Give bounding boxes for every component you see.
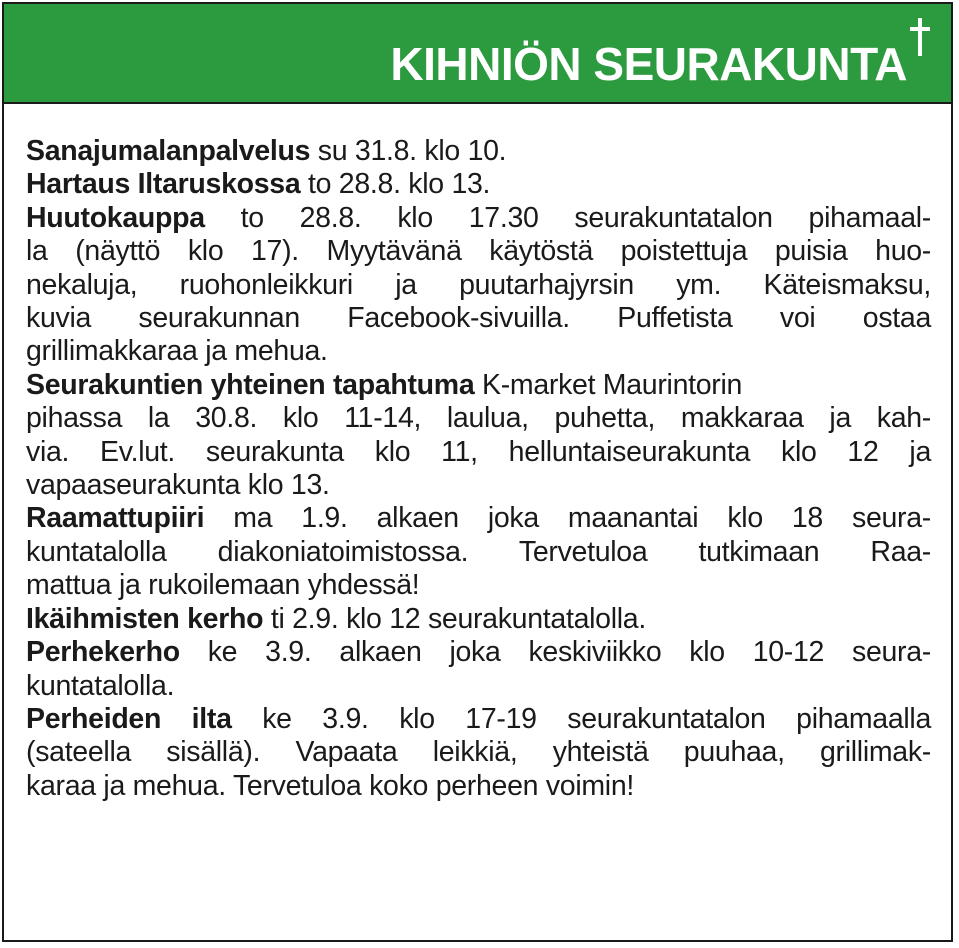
entry-text: ke 3.9. klo 17-19 seurakuntatalon pihamaalla xyxy=(231,702,931,735)
entry-hartaus xyxy=(26,168,931,201)
entry-text: kuntatalolla diakoniatoimistossa. Tervetuloa tutkimaan Raa- xyxy=(26,535,931,568)
entry-text: ma 1.9. alkaen joka maanantai klo 18 seura- xyxy=(204,502,931,535)
cross-icon xyxy=(907,18,933,58)
entry-keyword: Raamattupiiri xyxy=(26,502,205,535)
entry-text: K-market Maurintorin xyxy=(474,368,743,401)
entry-text: to 28.8. klo 13. xyxy=(300,168,491,201)
entry-perheiden-ilta xyxy=(26,703,931,803)
entry-keyword: Huutokauppa xyxy=(26,201,205,234)
entry-keyword: Seurakuntien yhteinen tapahtuma xyxy=(26,368,475,401)
entry-text: nekaluja, ruohonleikkuri ja puutarhajyrsin ym. Käteismaksu, xyxy=(26,268,931,301)
entry-huutokauppa xyxy=(26,202,931,369)
parish-title: KIHNIÖN SEURAKUNTA xyxy=(390,38,907,90)
announcement-list xyxy=(26,135,931,803)
entry-perhekerho xyxy=(26,636,931,703)
entry-text: mattua ja rukoilemaan yhdessä! xyxy=(26,569,420,602)
entry-sanajumalanpalvelus xyxy=(26,135,931,168)
entry-yhteinen-tapahtuma xyxy=(26,369,931,503)
entry-text: to 28.8. klo 17.30 seurakuntatalon pihamaal- xyxy=(204,201,931,234)
header-banner xyxy=(4,4,951,104)
church-announcement-ad xyxy=(2,2,953,942)
entry-text: grillimakkaraa ja mehua. xyxy=(26,335,328,368)
entry-text: kuvia seurakunnan Facebook-sivuilla. Puffetista voi ostaa xyxy=(26,302,931,335)
entry-text: via. Ev.lut. seurakunta klo 11, helluntaiseurakunta klo 12 ja xyxy=(26,435,931,468)
entry-text: pihassa la 30.8. klo 11-14, laulua, puhetta, makkaraa ja kah- xyxy=(26,402,931,435)
entry-text: kuntatalolla. xyxy=(26,669,175,702)
entry-keyword: Sanajumalanpalvelus xyxy=(26,135,311,167)
entry-ikaihmisten-kerho xyxy=(26,603,931,636)
entry-text: karaa ja mehua. Tervetuloa koko perheen voimin! xyxy=(26,769,634,802)
entry-keyword: Hartaus Iltaruskossa xyxy=(26,168,301,201)
entry-keyword: Perheiden ilta xyxy=(26,702,232,735)
entry-text: (sateella sisällä). Vapaata leikkiä, yhteistä puuhaa, grillimak- xyxy=(26,736,931,769)
entry-keyword: Ikäihmisten kerho xyxy=(26,602,264,635)
entry-keyword: Perhekerho xyxy=(26,636,180,669)
entry-text: su 31.8. klo 10. xyxy=(310,135,507,167)
entry-text: la (näyttö klo 17). Myytävänä käytöstä poistettuja puisia huo- xyxy=(26,235,931,268)
entry-text: ke 3.9. alkaen joka keskiviikko klo 10-12 seura- xyxy=(179,636,931,669)
entry-text: ti 2.9. klo 12 seurakuntatalolla. xyxy=(263,602,646,635)
entry-raamattupiiri xyxy=(26,502,931,602)
entry-text: vapaaseurakunta klo 13. xyxy=(26,469,330,502)
